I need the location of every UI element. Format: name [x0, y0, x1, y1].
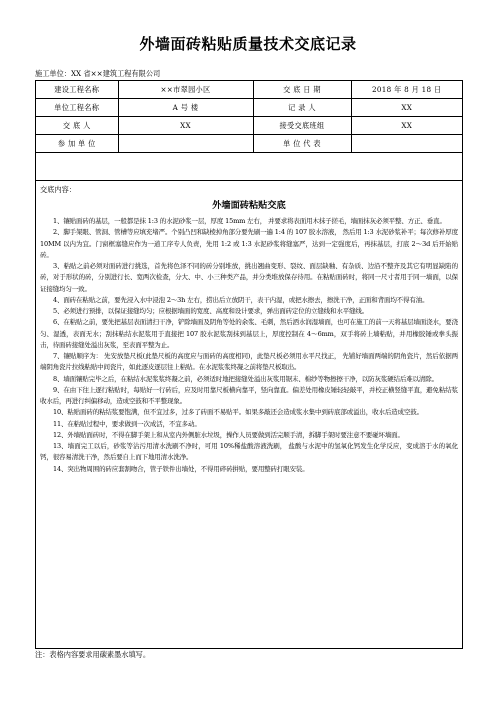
unit-rep-label: 单 位 代 表	[253, 135, 351, 153]
paragraph: 14、突出物周围的砖应套割吻合，管子铁件出墙处，不得用碎砖拼贴，要用整砖打眼安装。	[53, 464, 309, 473]
presenter-value: XX	[118, 117, 253, 135]
paragraph: 5、必须进行预排，以保证接缝均匀；应根据墙面的宽度、高度和设计要求，弹出面砖定位的立缝线和水平缝线。	[53, 307, 369, 315]
construction-unit: 施工单位：XX 省××建筑工程有限公司	[35, 69, 161, 78]
paragraph: 3、粘贴之前必须对面砖进行挑选，首先将色泽不同的砖分别堆放，挑出翘曲变形、裂纹、面层缺釉、有杂质、边沿不整齐及其它有明显缺陷的砖，对于形状的砖，分别进行长、宽两次检查，分大、中、小三种类产品，并分类堆放保存待用。在粘贴面砖时，将同一尺寸者用于同一墙面，以保证接缝均匀一致。	[40, 262, 458, 293]
date-label: 交 底 日 期	[253, 81, 351, 99]
paragraph: 13、墙面完工以后，砂浆等沾污用清水洗刷不净时，可用 10%稀盐酸溶液洗刷， 盐酸与水泥中的氢氧化钙发生化学反应，变成溶于水的氧化钙，很容易清洗干净，然后要自上而下地用清水洗净。	[40, 442, 458, 462]
paragraph: 8、墙面镶贴完毕之后，在粘结水泥浆浆终凝之前，必须适时地把接缝处溢出灰浆用锯末、棉纱等物擦擦干净，以防灰浆硬结后难以清除。	[53, 374, 438, 383]
recorder-value: XX	[351, 99, 462, 117]
project-label: 建设工程名称	[36, 81, 118, 99]
record-form	[35, 80, 463, 649]
paragraph: 11、在粘贴过程中，要求做到一次成活，不宜多动。	[53, 419, 201, 428]
content-title: 外墙面砖粘贴交底	[212, 200, 286, 211]
receiver-label: 接受交底班组	[253, 117, 351, 135]
paragraph: 1、镶贴面砖的基层，一般都是抹 1:3 的水泥砂浆一层，厚度 15mm 左右， 并要求将表面用木抹子搓毛，墙面抹灰必须平整、方正、垂直。	[53, 217, 446, 225]
content-heading: 交底内容：	[40, 185, 76, 194]
unit-project-label: 单位工程名称	[36, 99, 118, 117]
unit-rep-value	[351, 135, 462, 153]
table-row	[36, 117, 462, 135]
footnote: 注：表格内容要求用碳素墨水填写。	[35, 650, 151, 659]
paragraph: 6、在粘贴之前，要先把基层表面清扫干净，铲除墙面及阴角等处的余浆、毛刺，然后洒水润湿墙面，也可在施工的前一天将基层墙面浇水，要浇匀、湿透，表面无水；刮抹粘结水泥浆用于直接把 107 胶水泥浆刮抹到基层上，厚度控制在 4～6mm，双手将砖上墙粘贴，并用橡胶锤或拳头振击，待面砖接缝处溢出灰浆，至表面平整为止。	[40, 318, 458, 349]
info-table	[36, 81, 462, 181]
paragraph: 7、镶贴顺序为： 先安放垫尺板(此垫尺板的高度应与面砖的高度相同)，此垫尺板必须用水平尺找正， 先铺好墙面两端的阴角瓷片，然后依据两端阴角瓷片拉线粘贴中间瓷片，如此逐皮逐层往上粘贴。在水泥浆浆终凝之前将垫尺板取出。	[40, 352, 458, 372]
blank-cell	[36, 153, 462, 181]
unit-project-value: A 号 楼	[118, 99, 253, 117]
receiver-value: XX	[351, 117, 462, 135]
presenter-label: 交 底 人	[36, 117, 118, 135]
project-value: ××市翠园小区	[118, 81, 253, 99]
recorder-label: 记 录 人	[253, 99, 351, 117]
table-row	[36, 135, 462, 153]
content-section	[36, 181, 462, 475]
paragraph: 12、外墙贴面砖时，不得在脚手架上和从室内外侧脏水垃圾，操作人员要做到活完顺手清，拆脚手架时要注意不要碰坏墙面。	[53, 430, 404, 439]
paragraph: 2、脚手架眼、管洞、管槽等应填充堵严。个别凸凹和缺棱掉角部分要先刷一遍 1:4 的 107 胶水溶液， 然后用 1:3 水泥砂浆补平；每次修补厚度 10MM 以内为宜。门窗框塞缝应作为一道工序专人负责，先用 1:2 或 1:3 水泥砂浆将缝塞严，达到一定强度后，再抹基层，打底 2～3d 后开始贴砖。	[40, 228, 458, 259]
paragraph: 9、在由下往上逐行粘贴时，每贴好一行砖后，应及时用靠尺板横向靠平，竖向靠直。偏差处用橡皮锤轻轻敲平，并校正横竖缝平直，避免粘结浆收水后，再进行纠偏移动，造成空鼓和不平整现象。	[40, 385, 458, 405]
participants-value	[118, 135, 253, 153]
document-title: 外墙面砖粘贴质量技术交底记录	[139, 35, 357, 53]
table-row	[36, 99, 462, 117]
date-value: 2018 年 8 月 18 日	[351, 81, 462, 99]
table-row-blank	[36, 153, 462, 181]
paragraph: 4、面砖在粘贴之前，要先浸入水中浸泡 2～3h 左右，捞出后立放阴干，表干内湿，或把水擦去，擦洗干净，正面和背面均不得有油。	[53, 295, 429, 304]
participants-label: 参 加 单 位	[36, 135, 118, 153]
paragraph: 10、粘贴面砖的粘结浆要饱满，但不宜过多，过多了砖面不易贴平。如果多敲还会造成浆水集中到砖底部或溢出，收水后造成空鼓。	[53, 408, 423, 417]
table-row	[36, 81, 462, 99]
